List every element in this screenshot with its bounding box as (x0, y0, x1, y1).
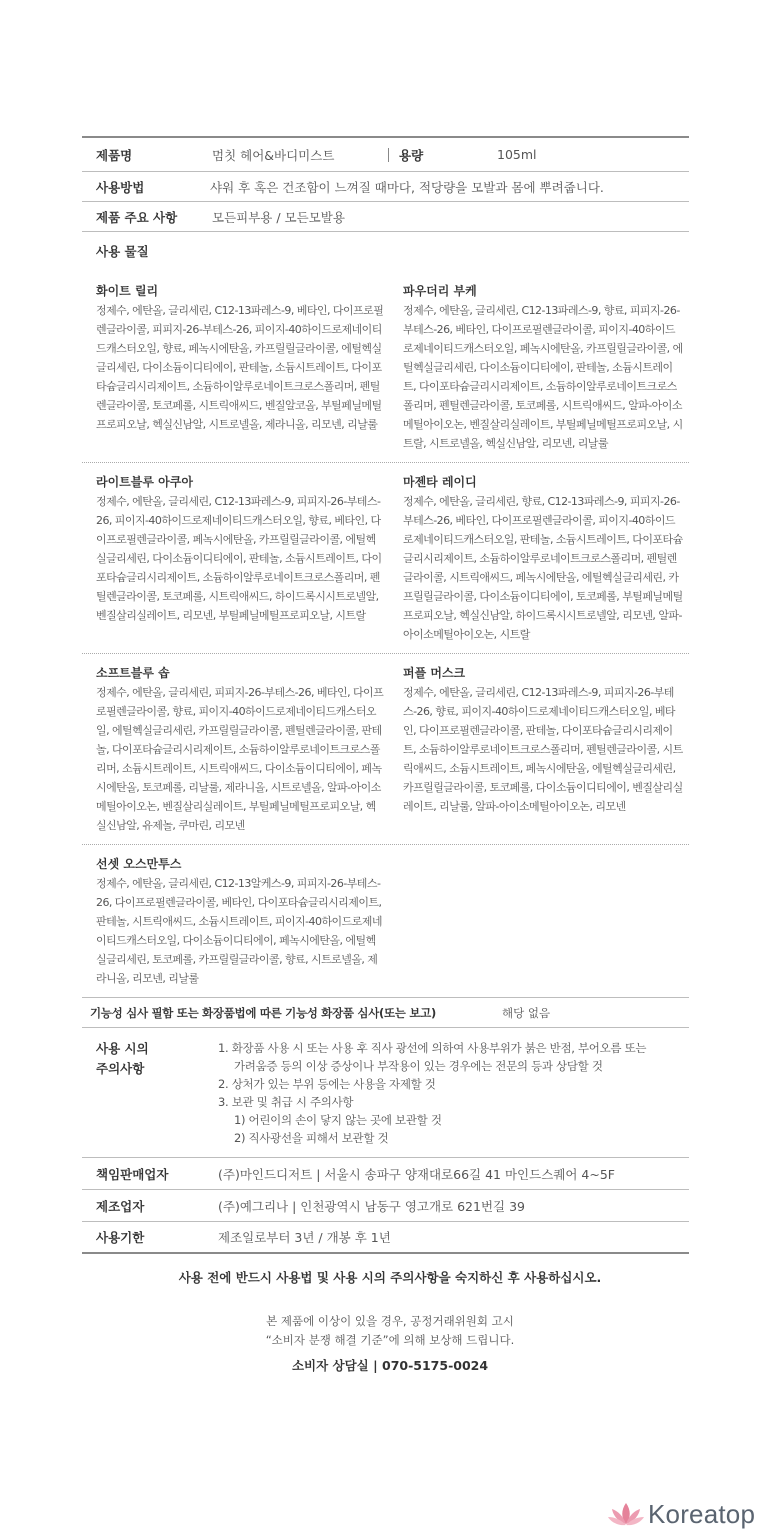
caution-item: 3. 보관 및 취급 시 주의사항 (218, 1095, 354, 1109)
compensation-notice (0, 1312, 780, 1350)
compensation-line: 본 제품에 이상이 있을 경우, 공정거래위원회 고시 (266, 1314, 514, 1328)
brand-logo (606, 1499, 755, 1530)
ingredient-item (82, 664, 391, 835)
expiry-row (82, 1222, 689, 1254)
ingredients-heading: 사용 물질 (96, 244, 149, 259)
ingredients-row (82, 654, 689, 845)
product-info-sheet (82, 136, 689, 1254)
scent-name: 퍼플 머스크 (403, 666, 466, 680)
column-separator (388, 148, 389, 162)
expiry-label: 사용기한 (96, 1230, 145, 1245)
brand-name: Koreatop (648, 1499, 756, 1529)
functional-label: 기능성 심사 필함 또는 화장품법에 따른 기능성 화장품 심사(또는 보고) (90, 1005, 436, 1020)
caution-label-line: 사용 시의 (96, 1041, 149, 1056)
spec-value: 모든피부용 / 모든모발용 (212, 209, 345, 225)
maker-row (82, 1190, 689, 1222)
ingredient-item (82, 855, 391, 988)
lotus-icon (606, 1500, 646, 1530)
ingredient-item (391, 282, 689, 453)
ingredients-row (82, 272, 689, 463)
product-name-row (82, 138, 689, 172)
ingredient-list: 정제수, 에탄올, 글리세린, C12-13파레스-9, 피피지-26-부테스-26, 향료, 피이지-40하이드로제네이티드캐스터오일, 베타인, 다이프로필렌글라이콜, 판테놀, 다이포타슘글리시리제이트, 소듐하이알루로네이트크로스폴리머, 펜틸렌글라이콜, 시트릭애씨드, 소듐시트레이트, 페녹시에탄올, 에틸헥실글리세린, 카프릴릴글라이콜, 토코페롤, 다이소듐이디티에이, 벤질살리실레이트, 리날룰, 알파-아이소메틸아이오논, 리모넨 (403, 686, 683, 813)
product-value: 멈칫 헤어&바디미스트 (212, 147, 335, 163)
customer-service: 소비자 상담실 | 070-5175-0024 (291, 1358, 489, 1373)
scent-name: 마젠타 레이디 (403, 475, 477, 489)
ingredients-row (82, 463, 689, 654)
usage-notice: 사용 전에 반드시 사용법 및 사용 시의 주의사항을 숙지하신 후 사용하십시오. (178, 1270, 602, 1285)
maker-value: (주)예그리나 | 인천광역시 남동구 영고개로 621번길 39 (218, 1198, 525, 1214)
caution-item-cont: 가려움증 등의 이상 증상이나 부작용이 있는 경우에는 전문의 등과 상담할 것 (234, 1059, 603, 1073)
ingredient-item (391, 664, 689, 835)
seller-label: 책임판매업자 (96, 1166, 169, 1182)
caution-subitem: 1) 어린이의 손이 닿지 않는 곳에 보관할 것 (234, 1113, 442, 1127)
ingredient-item (391, 473, 689, 644)
ingredient-list: 정제수, 에탄올, 글리세린, 향료, C12-13파레스-9, 피피지-26-부테스-26, 베타인, 다이프로필렌글라이콜, 피이지-40하이드로제네이티드캐스터오일, 판테놀, 소듐시트레이트, 다이포타슘글리시리제이트, 소듐하이알루로네이트크로스폴리머, 펜틸렌글라이콜, 시트릭애씨드, 페녹시에탄올, 에틸헥실글리세린, 카프릴릴글라이콜, 다이소듐이디티에이, 토코페롤, 부틸페닐메틸프로피오날, 헥실신남알, 하이드록시시트로넬알, 리모넨, 알파-아이소메틸아이오논, 시트랄 (403, 495, 683, 641)
volume-label: 용량 (399, 147, 424, 163)
spec-label: 제품 주요 사항 (96, 209, 178, 225)
ingredient-list: 정제수, 에탄올, 글리세린, C12-13알케스-9, 피피지-26-부테스-26, 다이프로필렌글라이콜, 베타인, 다이포타슘글리시리제이트, 판테놀, 시트릭애씨드, 소듐시트레이트, 피이지-40하이드로제네이티드캐스터오일, 다이소듐이디티에이, 페녹시에탄올, 에틸헥실글리세린, 토코페롤, 카프릴릴글라이콜, 향료, 시트로넬올, 제라니올, 리모넨, 리날룰 (96, 877, 382, 985)
caution-item: 2. 상처가 있는 부위 등에는 사용을 자제할 것 (218, 1077, 436, 1091)
scent-name: 화이트 릴리 (96, 284, 159, 298)
ingredient-list: 정제수, 에탄올, 글리세린, C12-13파레스-9, 베타인, 다이프로필렌글라이콜, 피피지-26-부테스-26, 피이지-40하이드로제네이티드캐스터오일, 향료, 페녹시에탄올, 카프릴릴글라이콜, 에틸헥실글리세린, 다이소듐이디티에이, 판테놀, 소듐시트레이트, 다이포타슘글리시리제이트, 소듐하이알루로네이트크로스폴리머, 펜틸렌글라이콜, 토코페롤, 시트릭애씨드, 벤질알코올, 부틸페닐메틸프로피오날, 헥실신남알, 시트로넬올, 제라니올, 리모넨, 리날룰 (96, 304, 384, 431)
caution-subitem: 2) 직사광선을 피해서 보관할 것 (234, 1131, 389, 1145)
scent-name: 선셋 오스만투스 (96, 857, 182, 871)
empty-cell (391, 855, 689, 988)
maker-label: 제조업자 (96, 1198, 145, 1214)
scent-name: 소프트블루 솝 (96, 666, 170, 680)
scent-name: 라이트블루 아쿠아 (96, 475, 193, 489)
ingredient-item (82, 282, 391, 453)
seller-row (82, 1158, 689, 1190)
usage-label: 사용방법 (96, 179, 145, 195)
product-label: 제품명 (96, 147, 133, 163)
ingredient-list: 정제수, 에탄올, 글리세린, C12-13파레스-9, 피피지-26-부테스-26, 피이지-40하이드로제네이티드캐스터오일, 향료, 베타인, 다이프로필렌글라이콜, 페녹시에탄올, 카프릴릴글라이콜, 에틸헥실글리세린, 다이소듐이디티에이, 판테놀, 소듐시트레이트, 다이포타슘글리시리제이트, 소듐하이알루로네이트크로스폴리머, 펜틸렌글라이콜, 토코페롤, 시트릭애씨드, 하이드록시시트로넬알, 벤질살리실레이트, 리모넨, 부틸페닐메틸프로피오날, 시트랄 (96, 495, 382, 622)
caution-item: 1. 화장품 사용 시 또는 사용 후 직사 광선에 의하여 사용부위가 붉은 반점, 부어오름 또는 (218, 1041, 647, 1055)
usage-row (82, 172, 689, 202)
ingredients-row (82, 845, 689, 998)
expiry-value: 제조일로부터 3년 / 개봉 후 1년 (218, 1230, 391, 1245)
scent-name: 파우더리 부케 (403, 284, 477, 298)
ingredient-list: 정제수, 에탄올, 글리세린, 피피지-26-부테스-26, 베타인, 다이프로필렌글라이콜, 향료, 피이지-40하이드로제네이티드캐스터오일, 에틸헥실글리세린, 카프릴릴글라이콜, 펜틸렌글라이콜, 판테놀, 다이포타슘글리시리제이트, 소듐하이알루로네이트크로스폴리머, 소듐시트레이트, 시트릭애씨드, 다이소듐이디티에이, 페녹시에탄올, 토코페롤, 리날룰, 제라니올, 시트로넬올, 알파-아이소메틸아이오논, 벤질살리실레이트, 부틸페닐메틸프로피오날, 헥실신남알, 유제놀, 쿠마린, 리모넨 (96, 686, 384, 832)
ingredient-item (82, 473, 391, 644)
caution-label (82, 1039, 218, 1147)
seller-value: (주)마인드디저트 | 서울시 송파구 양재대로66길 41 마인드스퀘어 4~5F (218, 1166, 615, 1182)
usage-value: 샤워 후 혹은 건조함이 느껴질 때마다, 적당량을 모발과 몸에 뿌려줍니다. (210, 179, 604, 195)
caution-list (218, 1039, 646, 1147)
volume-value: 105ml (497, 147, 537, 162)
caution-row (82, 1028, 689, 1158)
ingredient-list: 정제수, 에탄올, 글리세린, C12-13파레스-9, 향료, 피피지-26-부테스-26, 베타인, 다이프로필렌글라이콜, 피이지-40하이드로제네이티드캐스터오일, 페녹시에탄올, 카프릴릴글라이콜, 에틸헥실글리세린, 다이소듐이디티에이, 판테놀, 소듐시트레이트, 다이포타슘글리시리제이트, 소듐하이알루로네이트크로스폴리머, 펜틸렌글라이콜, 토코페롤, 시트릭애씨드, 알파-아이소메틸아이오논, 벤질살리실레이트, 부틸페닐메틸프로피오날, 시트랄, 시트로넬올, 헥실신남알, 리모넨, 리날룰 (403, 304, 683, 450)
functional-row (82, 998, 689, 1028)
functional-value: 해당 없음 (502, 1005, 551, 1020)
compensation-line: “소비자 분쟁 해결 기준”에 의해 보상해 드립니다. (265, 1333, 515, 1347)
caution-label-line: 주의사항 (96, 1061, 145, 1076)
spec-row (82, 202, 689, 232)
